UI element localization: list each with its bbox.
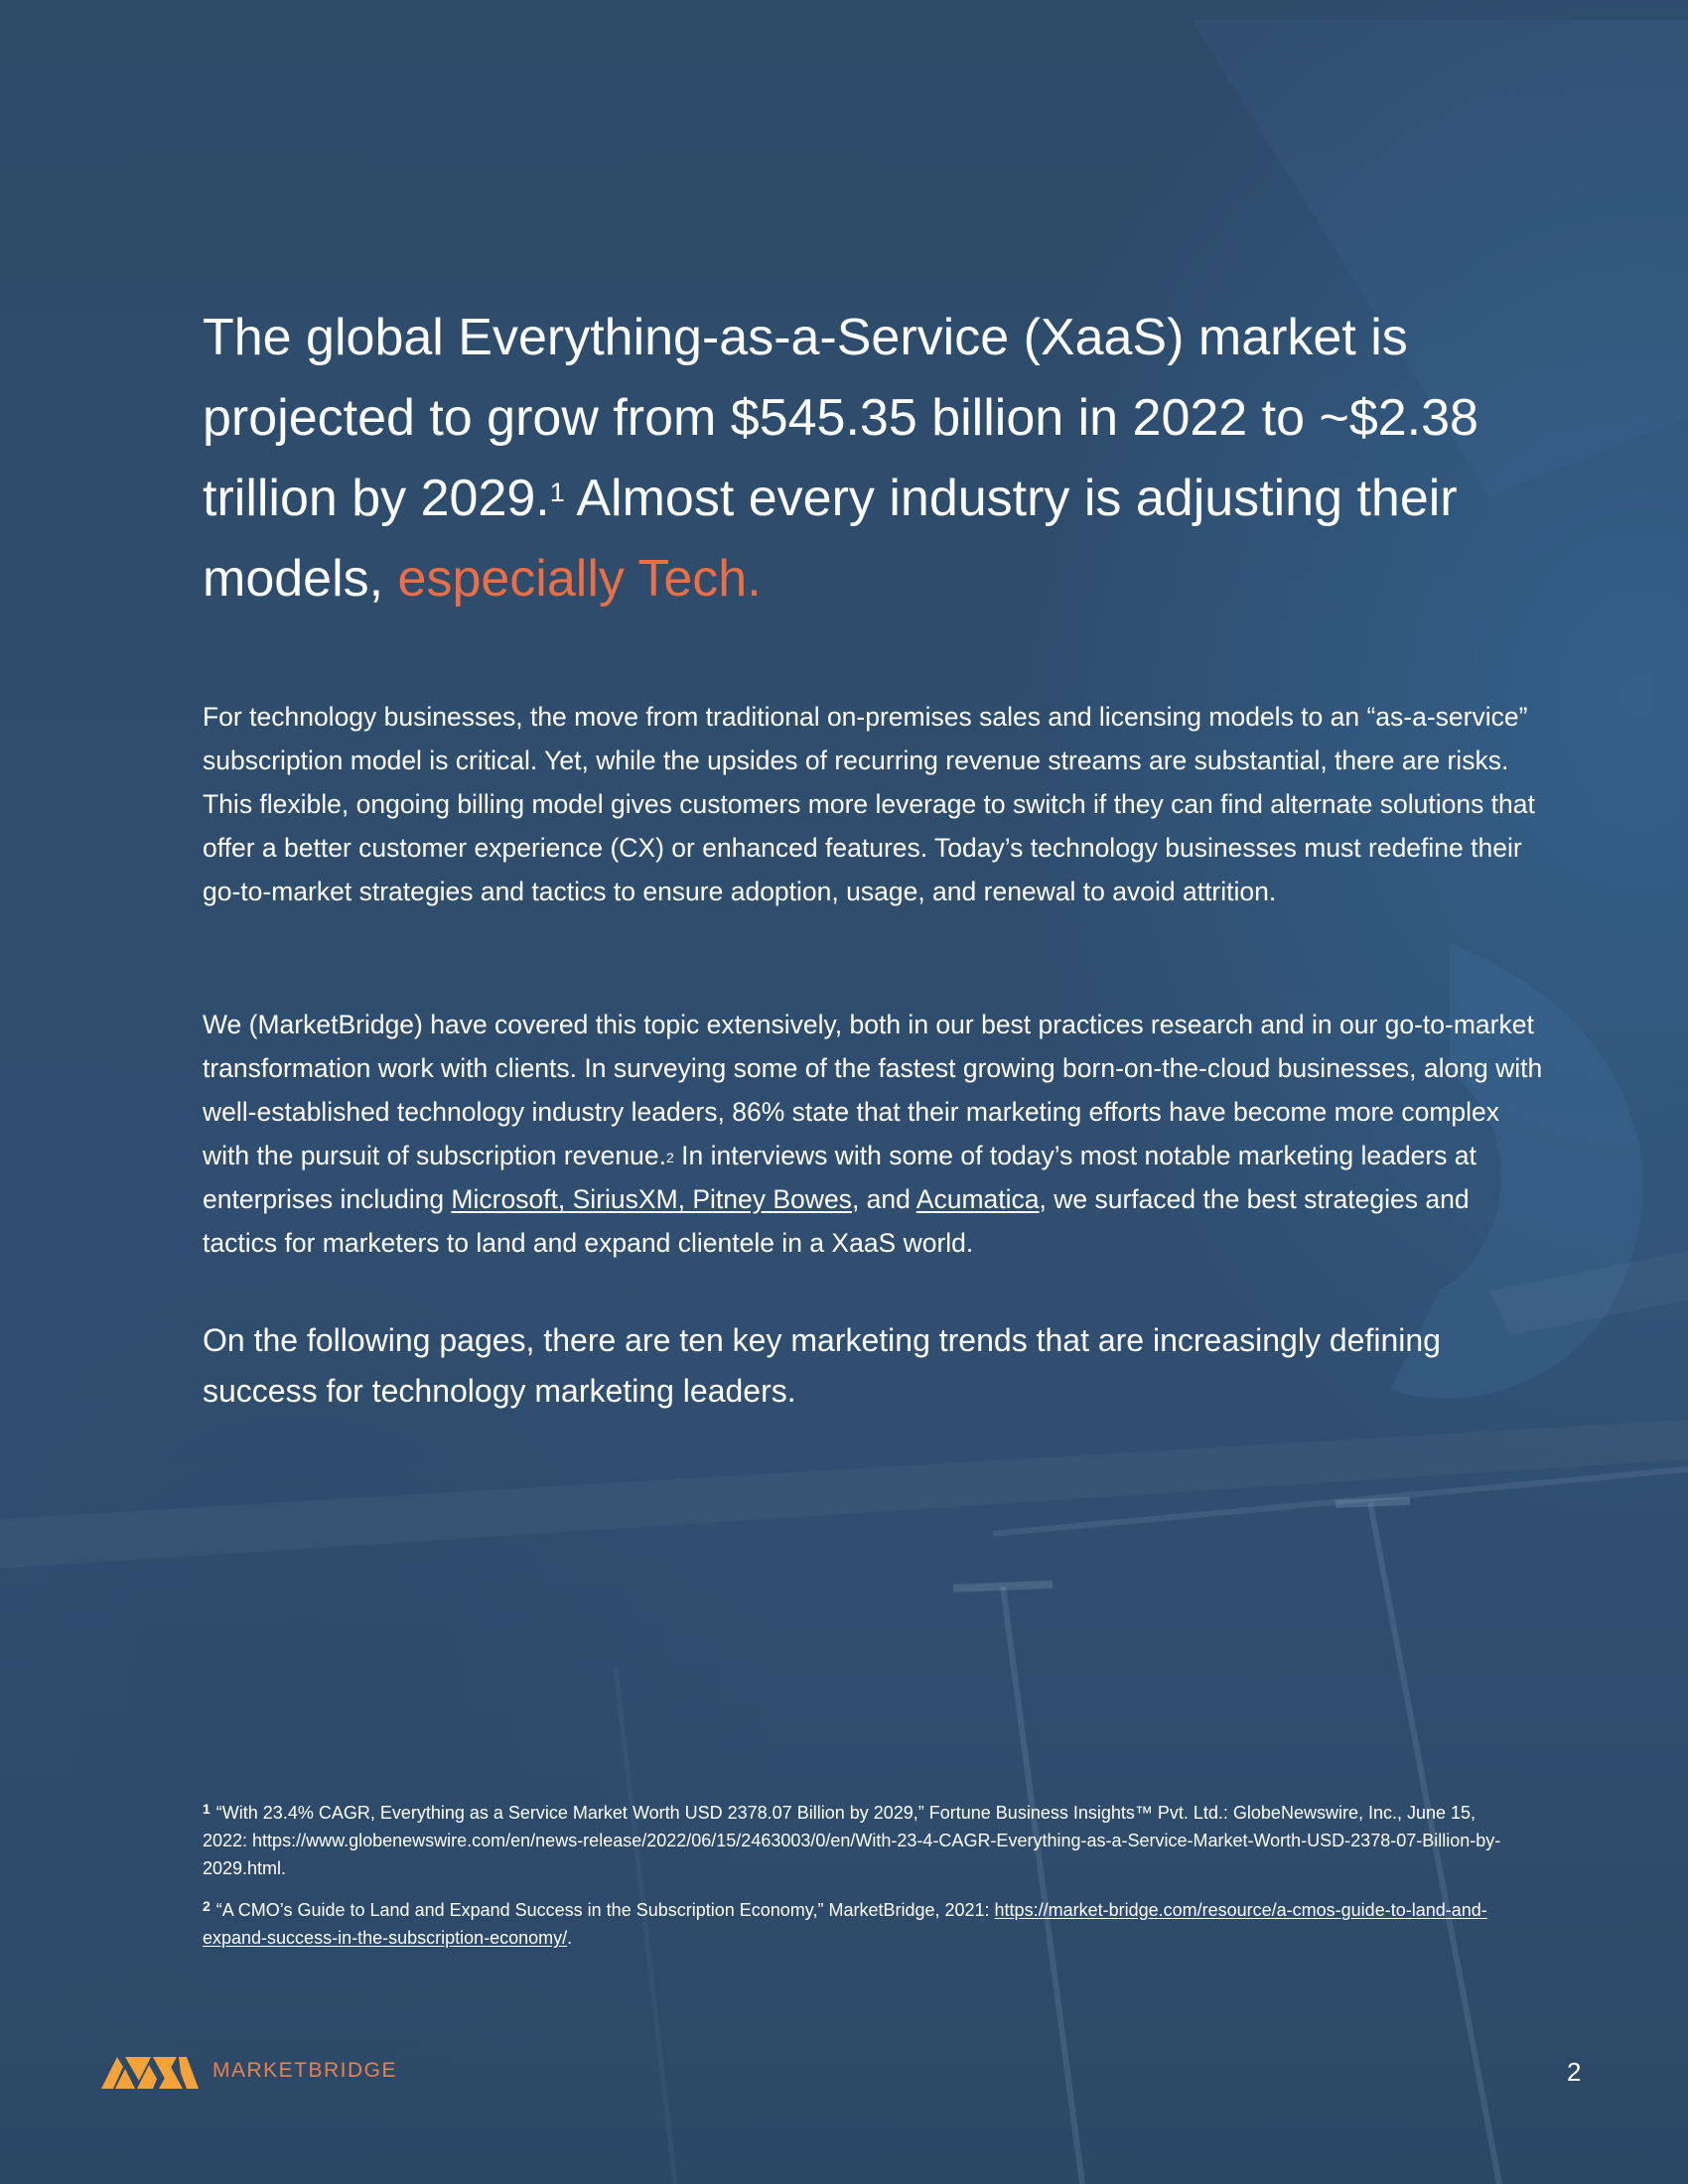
headline-text: The global Everything-as-a-Service (XaaS) market is projected to grow from $545.35 billion in 2022 to ~$2.38 trillion by 2029.	[203, 309, 1478, 527]
footnote-text: “A CMO’s Guide to Land and Expand Success in the Subscription Economy,” MarketBridge, 2021:	[215, 1900, 995, 1920]
brand	[101, 2053, 397, 2089]
paragraph-2-text-cont: In interviews with some of today’s most notable marketing leaders at enterprises including	[203, 1141, 1477, 1214]
headline	[203, 298, 1513, 619]
footnote-number: 2	[203, 1898, 211, 1914]
paragraph-1: For technology businesses, the move from traditional on-premises sales and licensing models to an “as-a-service” subscription model is critical. Yet, while the upsides of recurring revenue streams are substantial, there are risks. This flexible, ongoing billing model gives customers more leverage to switch if they can find alternate solutions that offer a better customer experience (CX) or enhanced features. Today’s technology businesses must redefine their go-to-market strategies and tactics to ensure adoption, usage, and renewal to avoid attrition.	[203, 702, 1535, 906]
footnote-text: “With 23.4% CAGR, Everything as a Service Market Worth USD 2378.07 Billion by 2029,” Fortune Business Insights™ Pvt. Ltd.: GlobeNewswire, Inc., June 15, 2022: https://www.globenewswire.com/en/news-release/2022/06/15/2463003/0/en/With-23-4-CAGR-Everything-as-a-Service-Market-Worth-USD-2378-07-Billion-by-2029.html.	[203, 1803, 1501, 1878]
lead-statement: On the following pages, there are ten key marketing trends that are increasingly defining success for technology marketing leaders.	[203, 1322, 1441, 1409]
marketbridge-logo-icon	[101, 2053, 199, 2089]
headline-text-cont: Almost every industry is adjusting their models,	[203, 470, 1458, 608]
paragraph-2-connector: , and	[851, 1184, 916, 1214]
footnote-ref-1: 1	[549, 478, 565, 507]
footnote-2	[203, 1896, 1523, 1952]
footnote-1	[203, 1799, 1523, 1882]
footnote-2-link[interactable]: https://market-bridge.com/resource/a-cmos-guide-to-land-and-expand-success-in-the-subscription-economy/	[203, 1900, 1487, 1948]
footnote-number: 1	[203, 1801, 211, 1817]
paragraph-2-text: We (MarketBridge) have covered this topic extensively, both in our best practices research and in our go-to-market transformation work with clients. In surveying some of the fastest growing born-on-the-cloud businesses, along with well-established technology industry leaders, 86% state that their marketing efforts have become more complex with the pursuit of subscription revenue.	[203, 1010, 1543, 1170]
headline-accent: especially Tech.	[397, 550, 762, 608]
footnote-ref-2: 2	[665, 1150, 674, 1165]
footnotes	[203, 1799, 1523, 1966]
brand-name: MARKETBRIDGE	[212, 2059, 398, 2082]
acumatica-link[interactable]: Acumatica	[915, 1184, 1040, 1214]
page-number: 2	[1567, 2057, 1582, 2087]
footnote-2-period: .	[567, 1928, 573, 1948]
paragraph-2-text-end: , we surfaced the best strategies and tactics for marketers to land and expand clientele in a XaaS world.	[203, 1184, 1470, 1258]
paragraph-2	[203, 1003, 1543, 1265]
client-links-link[interactable]: Microsoft, SiriusXM, Pitney Bowes	[451, 1184, 852, 1214]
